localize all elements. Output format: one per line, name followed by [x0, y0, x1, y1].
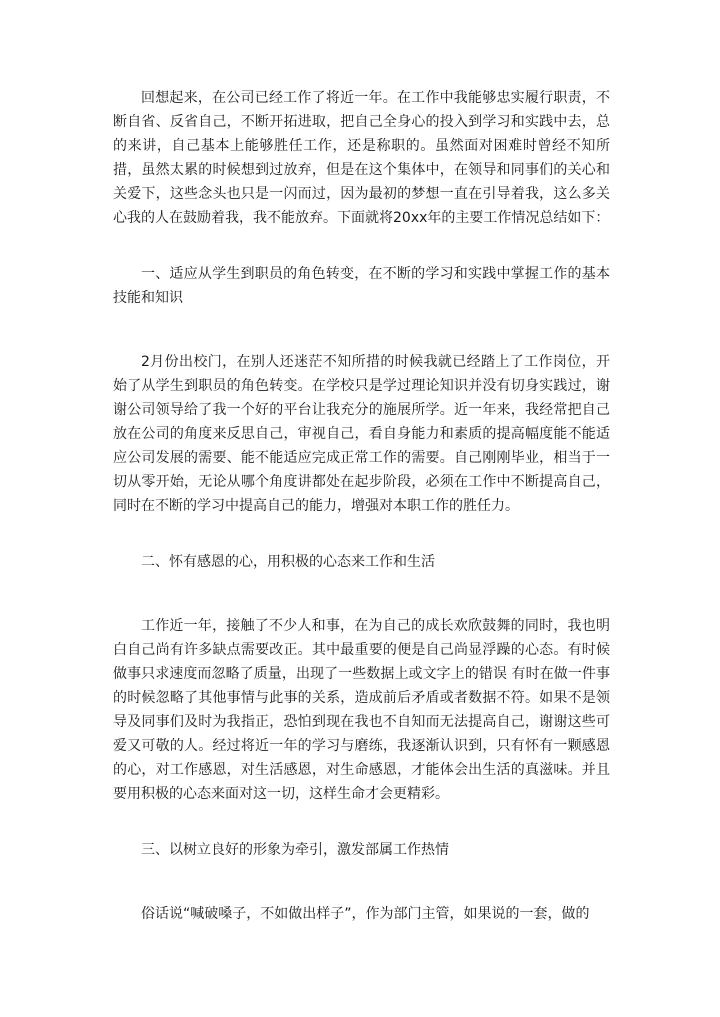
- section-2-heading: 二、怀有感恩的心，用积极的心态来工作和生活: [141, 554, 435, 570]
- section-3-heading: 三、以树立良好的形象为牵引，激发部属工作热情: [141, 842, 449, 858]
- intro-paragraph: 回想起来，在公司已经工作了将近一年。在工作中我能够忠实履行职责，不断自省、反省自己，不断开拓进取，把自己全身心的投入到学习和实践中去，总的来讲，自己基本上能够胜任工作，还是称职的。虽然面对困难时曾经不知所措，虽然太累的时候想到过放弃，但是在这个集体中，在领导和同事们的关心和关爱下，这些念头也只是一闪而过，因为最初的梦想一直在引导着我，这么多关心我的人在鼓励着我，我不能放弃。下面就将20xx年的主要工作情况总结如下：: [113, 90, 610, 226]
- section-1-heading: 一、适应从学生到职员的角色转变，在不断的学习和实践中掌握工作的基本技能和知识: [113, 266, 610, 306]
- section-2-paragraph: 工作近一年，接触了不少人和事，在为自己的成长欢欣鼓舞的同时，我也明白自己尚有许多缺点需要改正。其中最重要的便是自己尚显浮躁的心态。有时候做事只求速度而忽略了质量，出现了一些数据上或文字上的错误 有时在做一件事的时候忽略了其他事情与此事的关系，造成前后矛盾或者数据不符。如果不是领导及同事们及时为我指正，恐怕到现在我也不自知而无法提高自己，谢谢这些可爱又可敬的人。经过将近一年的学习与磨练，我逐渐认识到，只有怀有一颗感恩的心，对工作感恩，对生活感恩，对生命感恩，才能体会出生活的真滋味。并且要用积极的心态来面对这一切，这样生命才会更精彩。: [113, 618, 610, 802]
- section-1-paragraph: 2月份出校门，在别人还迷茫不知所措的时候我就已经踏上了工作岗位，开始了从学生到职员的角色转变。在学校只是学过理论知识并没有切身实践过，谢谢公司领导给了我一个好的平台让我充分的施展所学。近一年来，我经常把自己放在公司的角度来反思自己，审视自己，看自身能力和素质的提高幅度能不能适应公司发展的需要、能不能适应完成正常工作的需要。自己刚刚毕业，相当于一切从零开始，无论从哪个角度讲都处在起步阶段，必须在工作中不断提高自己，同时在不断的学习中提高自己的能力，增强对本职工作的胜任力。: [113, 354, 610, 514]
- section-3-paragraph: 俗话说“喊破嗓子，不如做出样子”，作为部门主管，如果说的一套，做的: [141, 906, 590, 922]
